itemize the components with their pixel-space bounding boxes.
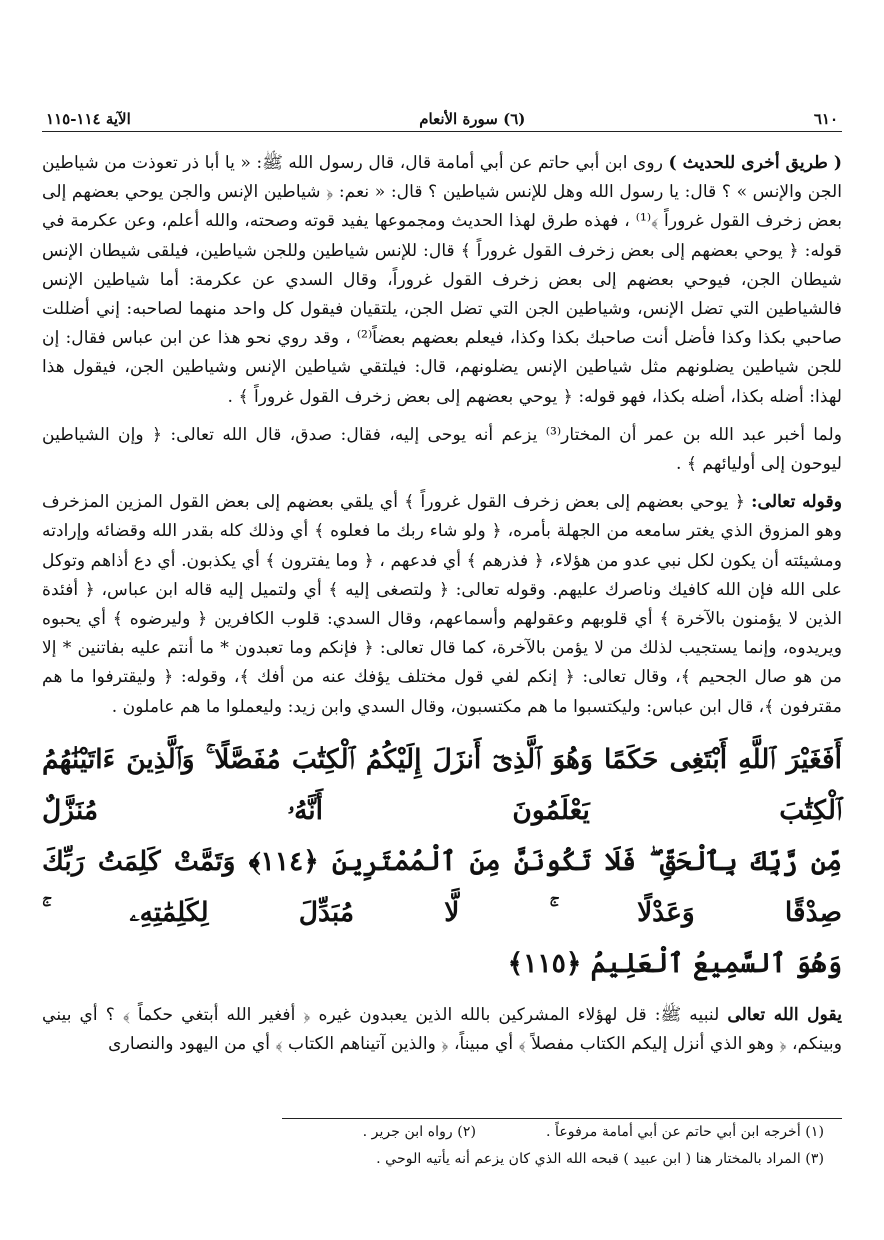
verse-line: مِّن رَّبِّكَ بِٱلْحَقِّ ۖ فَلَا تَكُونَنَّ مِنَ ٱلْمُمْتَرِينَ ﴿١١٤﴾ وَتَمَّتْ كَلِمَتُ رَبِّكَ صِدْقًا وَعَدْلًا ۚ لَّا مُبَدِّلَ لِكَلِمَٰتِهِۦ ۚ xyxy=(42,845,842,928)
paragraph-hadith-route xyxy=(42,149,842,412)
paragraph-lead: ( طريق أخرى للحديث ) xyxy=(668,153,842,173)
verse-line: وَهُوَ ٱلسَّمِيعُ ٱلْعَلِيمُ ﴿١١٥﴾ xyxy=(507,947,842,979)
quran-verse-block xyxy=(42,734,842,989)
footnote-line xyxy=(42,1119,842,1146)
page-number: ٦١٠ xyxy=(813,110,838,128)
footnote-2: (٢) رواه ابن جرير . xyxy=(362,1124,476,1140)
main-text xyxy=(42,149,842,722)
footnotes xyxy=(42,1118,842,1173)
footnote-1: (١) أخرجه ابن أبي حاتم عن أبي أمامة مرفوعاً . xyxy=(546,1124,824,1140)
surah-title: (٦) سورة الأنعام xyxy=(419,110,526,128)
paragraph-commentary xyxy=(42,488,842,722)
page-header xyxy=(42,100,842,132)
footnote-3: (٣) المراد بالمختار هنا ( ابن عبيد ) قبحه الله الذي كان يزعم أنه يأتيه الوحي . xyxy=(376,1151,824,1167)
verse-line: أَفَغَيْرَ ٱللَّهِ أَبْتَغِى حَكَمًا وَهُوَ ٱلَّذِىٓ أَنزَلَ إِلَيْكُمُ ٱلْكِتَٰبَ مُفَصَّلًا ۚ وَٱلَّذِينَ ءَاتَيْنَٰهُمُ ٱلْكِتَٰبَ يَعْلَمُونَ أَنَّهُۥ مُنَزَّلٌ xyxy=(42,743,842,826)
paragraph-text: ﴿ يوحي بعضهم إلى بعض زخرف القول غروراً ﴾ أي يلقي بعضهم إلى بعض القول المزين المزخرف وهو المزوق الذي يغتر سامعه من الجهلة بأمره، ﴿ ولو شاء ربك ما فعلوه ﴾ أي وذلك كله بقدر الله وقضائه وإرادته ومشيئته أن يكون لكل نبي عدو من هؤلاء، ﴿ فذرهم ﴾ أي فدعهم ، ﴿ وما يفترون ﴾ أي يكذبون. أي دع أذاهم وتوكل على الله فإن الله كافيك وناصرك عليهم. وقوله تعالى: ﴿ ولتصغى إليه ﴾ أي ولتميل إليه قاله ابن عباس، ﴿ أفئدة الذين لا يؤمنون بالآخرة ﴾ أي قلوبهم وعقولهم وأسماعهم، وقال السدي: قلوب الكافرين ﴿ وليرضوه ﴾ أي يحبوه ويريدوه، وإنما يستجيب لذلك من لا يؤمن بالآخرة، كما قال تعالى: ﴿ فإنكم وما تعبدون * ما أنتم عليه بفاتنين * إلا من هو صال الجحيم ﴾، وقال تعالى: ﴿ إنكم لفي قول مختلف يؤفك عنه من أفك ﴾، وقوله: ﴿ وليقترفوا ما هم مقترفون ﴾، قال ابن عباس: وليكتسبوا ما هم مكتسبون، وقال السدي وابن زيد: وليعملوا ما هم عاملون . xyxy=(42,492,842,717)
paragraph-tafsir xyxy=(42,1001,842,1059)
paragraph-text: روى ابن أبي حاتم عن أبي أمامة قال، قال رسول الله ﷺ: « يا أبا ذر تعوذت من شياطين الجن والإنس » ؟ قال: يا رسول الله وهل للإنس شياطين ؟ قال: « نعم: ﴿ شياطين الإنس والجن يوحي بعضهم إلى بعض زخرف القول غروراً ﴾⁽¹⁾ ، فهذه طرق لهذا الحديث ومجموعها يفيد قوته وصحته، والله أعلم، وعن عكرمة في قوله: ﴿ يوحي بعضهم إلى بعض زخرف القول غروراً ﴾ قال: للإنس شياطين وللجن شياطين، فيلقى شيطان الإنس شيطان الجن، فيوحي بعضهم إلى بعض زخرف القول غروراً، وقال السدي عن عكرمة: أما شياطين الإنس فالشياطين التي تضل الإنس، وشياطين الجن التي تضل الجن، يلتقيان فيقول كل واحد منهما لصاحبه: إني أضللت صاحبي بكذا وكذا فأضل أنت صاحبك بكذا وكذا، فيعلم بعضهم بعضاً⁽²⁾ ، وقد روي نحو هذا عن ابن عباس فقال: إن للجن شياطين يضلونهم مثل شياطين الإنس يضلونهم، قال: فيلتقي شياطين الإنس وشياطين الجن، فيقول هذا لهذا: أضله بكذا، أضله بكذا، فهو قوله: ﴿ يوحي بعضهم إلى بعض زخرف القول غروراً ﴾ . xyxy=(42,153,842,407)
paragraph-lead: وقوله تعالى: xyxy=(751,492,842,513)
page xyxy=(42,100,842,1059)
main-text-continued xyxy=(42,1001,842,1059)
paragraph-lead: يقول الله تعالى xyxy=(727,1004,843,1025)
paragraph-mukhtar: ولما أخبر عبد الله بن عمر أن المختار⁽³⁾ يزعم أنه يوحى إليه، فقال: صدق، قال الله تعالى: ﴿ وإن الشياطين ليوحون إلى أوليائهم ﴾ . xyxy=(42,424,842,475)
verse-range: الآية ١١٤-١١٥ xyxy=(46,110,131,128)
paragraph-text: لنبيه ﷺ: قل لهؤلاء المشركين بالله الذين يعبدون غيره ﴿ أفغير الله أبتغي حكماً ﴾ ؟ أي بيني وبينكم، ﴿ وهو الذي أنزل إليكم الكتاب مفصلاً ﴾ أي مبيناً، ﴿ والذين آتيناهم الكتاب ﴾ أي من اليهود والنصارى xyxy=(42,1004,842,1055)
